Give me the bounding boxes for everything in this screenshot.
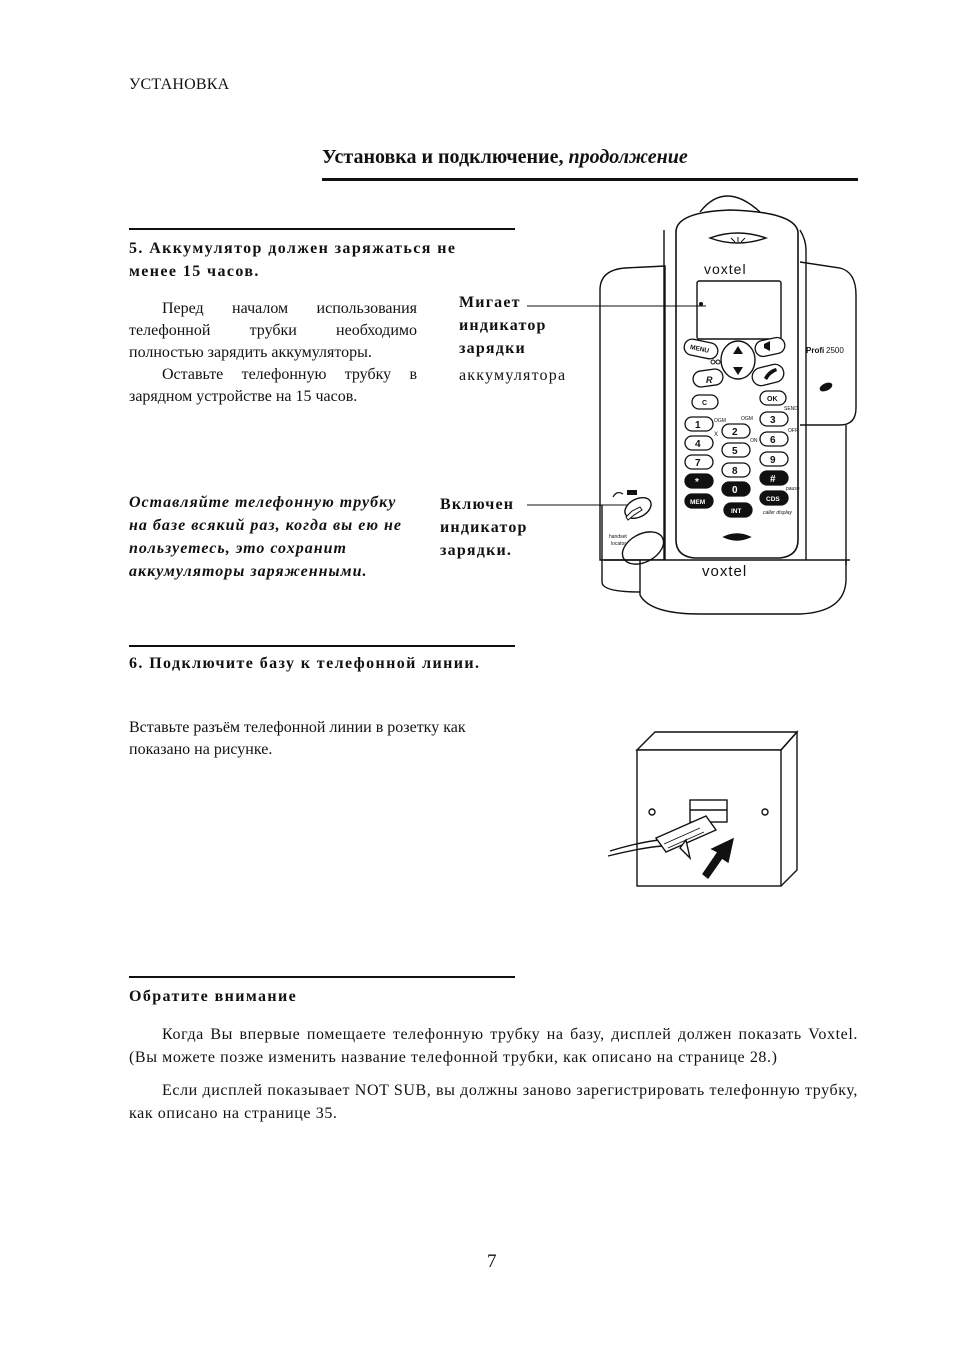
step5-note: Оставляйте телефонную трубку на базе всякий раз, когда вы ею не пользуетесь, это сохранит аккумуляторы заряженными. [129,494,402,580]
callout-line: Мигает [459,294,521,311]
attention-rule [129,976,515,978]
label-send: SEND [784,406,798,412]
label-caller-display: caller display [763,510,792,516]
key-digit: 7 [695,458,701,469]
key-ok: OK [767,396,778,403]
wall-socket-illustration [600,724,800,888]
label-off: OFF [788,428,798,434]
battery-indicator-icon [699,302,703,306]
label-pause: pause [786,486,800,492]
section-label: УСТАНОВКА [129,76,230,93]
key-c: C [702,400,708,407]
label-ogm-right: OGM [741,416,753,422]
step6-body: Вставьте разъём телефонной линии в розетку как показано на рисунке. [129,719,466,758]
callout-line: зарядки. [440,542,513,559]
model-number: 2500 [826,346,844,355]
label-x: X [714,432,719,438]
key-r: R [706,375,713,385]
base-brand-label: voxtel [702,563,748,580]
charge-led-icon [627,490,637,495]
callout-line: Включен [440,496,515,513]
page-number: 7 [487,1251,497,1272]
key-digit: 0 [732,485,738,496]
step6-rule [129,645,515,647]
phone-illustration [520,182,860,618]
title-main: Установка и подключение, [322,146,569,168]
attention-body [129,1023,858,1135]
key-digit: 6 [770,435,776,446]
attention-paragraph: Если дисплей показывает NOT SUB, вы должны заново зарегистрировать телефонную трубку, как описано на странице 35. [129,1082,858,1122]
key-digit: 3 [770,415,776,426]
key-menu: MENU [689,343,710,355]
callout-line: зарядки [459,340,526,357]
title-italic: продолжение [568,146,688,168]
key-cds: CDS [766,496,780,503]
key-digit: * [695,477,699,488]
key-digit: 4 [695,439,701,450]
key-digit: # [770,474,776,485]
step6-heading: 6. Подключите базу к телефонной линии. [129,655,481,672]
key-mem: MEM [690,499,706,506]
model-prefix: Profi [806,346,825,355]
key-digit: 9 [770,455,776,466]
key-digit: 1 [695,420,701,431]
step5-body [129,298,417,408]
page-title [322,146,688,169]
key-digit: 2 [732,427,738,438]
label-handset-locator: handset [609,534,627,540]
step5-rule [129,228,515,230]
step5-paragraph: Оставьте телефонную трубку в зарядном устройстве на 15 часов. [129,366,417,405]
callout-indicator-on [440,493,528,562]
step5-paragraph: Перед началом использования телефонной трубки необходимо полностью зарядить аккумуляторы. [129,300,417,361]
phone-brand-label: voxtel [704,261,747,277]
callout-line: индикатор [459,317,547,334]
attention-paragraph: Когда Вы впервые помещаете телефонную трубку на базу, дисплей должен показать Voxtel. (Вы можете позже изменить название телефонной трубки, как описано на странице 28.) [129,1026,858,1066]
attention-heading: Обратите внимание [129,988,298,1005]
step5-heading: 5. Аккумулятор должен заряжаться не менее 15 часов. [129,240,457,280]
callout-line: аккумулятора [459,367,567,384]
label-on: ON [750,438,758,444]
callout-line: индикатор [440,519,528,536]
label-handset-locator: locator [611,541,627,547]
key-digit: 8 [732,466,738,477]
key-int: INT [731,508,742,515]
label-ogm-left: OGM [714,418,726,424]
title-rule [322,178,858,181]
key-digit: 5 [732,446,738,457]
